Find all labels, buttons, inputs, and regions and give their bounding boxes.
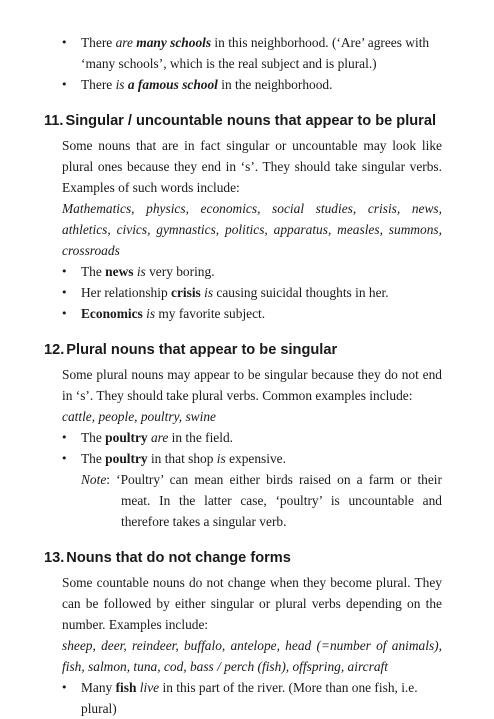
list-item: • The poultry are in the field. <box>0 427 494 448</box>
list-item: • Many fish live in this part of the river. (More than one fish, i.e. plural) <box>0 677 494 719</box>
noun: poultry <box>105 451 148 466</box>
section-heading-13: 13. Nouns that do not change forms <box>44 550 291 566</box>
section-paragraph: Some nouns that are in fact singular or uncountable may look like plural ones because they end in ‘s’. They should take singular verbs. Examples of such words include: <box>62 138 442 195</box>
section-heading-12: 12. Plural nouns that appear to be singular <box>44 342 338 358</box>
verb: is <box>146 306 156 321</box>
subject: a famous school <box>127 77 218 92</box>
subject: many schools <box>136 35 212 50</box>
examples-list: Mathematics, physics, economics, social studies, crisis, news, athletics, civics, gymnastics, politics, apparatus, measles, summons, crossroads <box>62 201 442 258</box>
text: There <box>81 77 116 92</box>
example-bullet-list <box>0 261 494 324</box>
text: in the neighborhood. <box>217 77 333 92</box>
text: There <box>81 35 116 50</box>
intro-bullet-list <box>0 32 494 95</box>
noun: crisis <box>171 285 201 300</box>
verb: are <box>115 35 133 50</box>
list-item: • The news is very boring. <box>0 261 494 282</box>
noun: fish <box>115 680 137 695</box>
verb: is <box>216 451 226 466</box>
list-item <box>0 74 494 95</box>
section-paragraph: Some plural nouns may appear to be singular because they do not end in ‘s’. They should take plural verbs. Common examples include: <box>62 367 442 403</box>
note-label: Note <box>81 472 107 487</box>
examples-list: sheep, deer, reindeer, buffalo, antelope, head (=number of animals), fish, salmon, tuna, cod, bass / perch (fish), offspring, aircraft <box>62 638 442 674</box>
noun: poultry <box>105 430 148 445</box>
verb: is <box>115 77 125 92</box>
note-block <box>0 469 494 532</box>
verb: live <box>139 680 160 695</box>
section-paragraph: Some countable nouns do not change when they become plural. They can be followed by either singular or plural verbs depending on the number. Examples include: <box>62 575 442 632</box>
note-text: : ‘Poultry’ can mean either birds raised on a farm or their meat. In the latter case, ‘poultry’ is uncountable and therefore takes a singular verb. <box>106 472 442 529</box>
example-bullet-list <box>0 677 494 719</box>
example-bullet-list <box>0 427 494 469</box>
section-heading-11: 11. Singular / uncountable nouns that appear to be plural <box>44 113 437 129</box>
list-item: • Economics is my favorite subject. <box>0 303 494 324</box>
examples-list: cattle, people, poultry, swine <box>62 409 216 424</box>
list-item: • Her relationship crisis is causing suicidal thoughts in her. <box>0 282 494 303</box>
noun: news <box>105 264 134 279</box>
verb: is <box>136 264 146 279</box>
list-item: • The poultry in that shop is expensive. <box>0 448 494 469</box>
verb: are <box>150 430 169 445</box>
verb: is <box>204 285 214 300</box>
noun: Economics <box>81 306 143 321</box>
text: in this neighborhood. (‘Are’ agrees with ‘many schools’, which is the real subject and is plural.) <box>81 35 430 71</box>
list-item <box>0 32 494 74</box>
